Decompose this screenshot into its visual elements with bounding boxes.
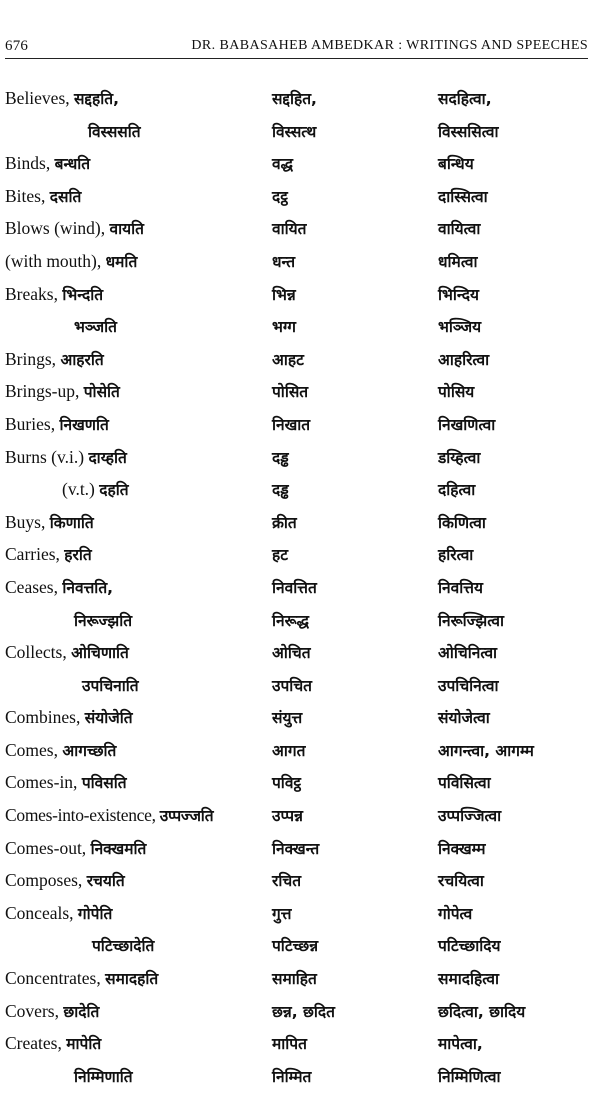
english-cell: Combines, संयोजेति: [5, 707, 133, 728]
gerund-cell: रचयित्वा: [438, 872, 484, 891]
pali-present: दाय्हति: [88, 448, 127, 467]
table-row: [0, 899, 600, 932]
gerund-cell: मापेत्वा,: [438, 1035, 483, 1054]
gerund-cell: पोसिय: [438, 383, 475, 402]
past-participle-cell: छन्न, छदित: [272, 1002, 335, 1021]
gerund-cell: भिन्दिय: [438, 285, 479, 304]
table-row: [0, 280, 600, 313]
gerund-cell: आगन्त्वा, आगम्म: [438, 741, 534, 760]
past-participle-cell: दड्ढ: [272, 481, 289, 500]
english-cell: Concentrates, समादहति: [5, 968, 159, 989]
pali-present: पोसेति: [83, 383, 120, 402]
pali-present: निक्खमति: [90, 839, 147, 858]
gerund-cell: धमित्वा: [438, 252, 478, 271]
past-participle-cell: संयुत्त: [272, 709, 303, 728]
past-participle-cell: उप्पन्न: [272, 807, 303, 826]
past-participle-cell: सद्दहित,: [272, 90, 317, 108]
gerund-cell: किणित्वा: [438, 513, 486, 532]
past-participle-cell: वद्ध: [272, 155, 294, 174]
table-row: [0, 931, 600, 964]
english-cell: Brings, आहरति: [5, 348, 104, 369]
english-cell: Bites, दसति: [5, 185, 82, 206]
pali-present: निरूज्झति: [74, 611, 133, 630]
pali-present: मापेति: [66, 1035, 102, 1054]
pali-present: दहति: [99, 481, 129, 500]
table-row: [0, 377, 600, 410]
past-participle-cell: हट: [272, 546, 289, 565]
gerund-cell: समादहित्वा: [438, 970, 499, 989]
past-participle-cell: आगत: [272, 741, 306, 760]
past-participle-cell: दट्ठ: [272, 187, 288, 206]
table-row: [0, 866, 600, 899]
table-row: [0, 1062, 600, 1095]
past-participle-cell: विस्सत्थ: [272, 122, 317, 141]
past-participle-cell: पविट्ठ: [272, 774, 302, 793]
pali-present: वायति: [109, 220, 144, 239]
table-row: [0, 964, 600, 997]
pali-present: उपचिनाति: [82, 676, 139, 695]
english-cell: Comes-out, निक्खमति: [5, 837, 147, 858]
table-row: [0, 84, 600, 117]
page-number: 676: [5, 38, 29, 54]
past-participle-cell: भग्ग: [272, 318, 296, 337]
english-cell: Composes, रचयति: [5, 870, 125, 891]
pali-present: निम्मिणाति: [74, 1067, 133, 1086]
gerund-cell: बन्धिय: [438, 155, 474, 174]
table-row: [0, 345, 600, 378]
past-participle-cell: निम्मित: [272, 1067, 312, 1086]
english-cell: Comes-in, पविसति: [5, 772, 127, 793]
gerund-cell: पटिच्छादिय: [438, 937, 501, 956]
english-cell: Conceals, गोपेति: [5, 902, 113, 923]
past-participle-cell: गुत्त: [272, 904, 292, 923]
english-cell: Comes-into-existence, उप्पज्जति: [5, 805, 214, 826]
english-cell: Blows (wind), वायति: [5, 218, 144, 239]
gerund-cell: दहित्वा: [438, 481, 476, 500]
pali-present: हरति: [64, 546, 92, 565]
page-header: [5, 30, 588, 59]
gerund-cell: दास्सित्वा: [438, 187, 488, 206]
gerund-cell: हरित्वा: [438, 546, 474, 565]
gerund-cell: उपचिनित्वा: [438, 676, 499, 695]
gerund-cell: ओचिनित्वा: [438, 644, 498, 663]
table-row: [0, 768, 600, 801]
english-cell: Brings-up, पोसेति: [5, 381, 120, 402]
past-participle-cell: निरूद्ध: [272, 611, 310, 630]
past-participle-cell: क्रीत: [272, 513, 297, 532]
pali-present: ओचिणाति: [71, 644, 129, 663]
pali-present: रचयति: [86, 872, 125, 891]
gerund-cell: भञ्जिय: [438, 318, 482, 337]
pali-present: बन्धति: [54, 155, 91, 174]
english-cell: Collects, ओचिणाति: [5, 642, 129, 663]
gerund-cell: निवत्तिय: [438, 578, 483, 597]
english-cell: Carries, हरति: [5, 544, 92, 565]
gerund-cell: वायित्वा: [438, 220, 481, 239]
table-row: [0, 475, 600, 508]
table-row: [0, 182, 600, 215]
gerund-cell: छदित्वा, छादिय: [438, 1002, 526, 1021]
table-row: [0, 117, 600, 150]
english-cell: Breaks, भिन्दति: [5, 283, 104, 304]
pali-present: उप्पज्जति: [159, 807, 214, 826]
table-row: [0, 573, 600, 606]
pali-present: धमति: [105, 252, 138, 271]
vocabulary-table: [0, 84, 600, 1094]
past-participle-cell: मापित: [272, 1035, 307, 1054]
table-row: [0, 410, 600, 443]
table-row: [0, 834, 600, 867]
table-row: [0, 443, 600, 476]
gerund-cell: संयोजेत्वा: [438, 709, 490, 728]
pali-present: भिन्दति: [62, 285, 104, 304]
gerund-cell: आहरित्वा: [438, 350, 490, 369]
table-row: [0, 540, 600, 573]
english-cell: Ceases, निवत्तति,: [5, 576, 114, 597]
table-row: [0, 703, 600, 736]
past-participle-cell: वायित: [272, 220, 307, 239]
pali-present: सद्दहति,: [74, 90, 119, 108]
gerund-cell: गोपेत्व: [438, 904, 473, 923]
gerund-cell: निरूज्झित्वा: [438, 611, 504, 630]
pali-present: निखणति: [59, 415, 109, 434]
running-title: DR. BABASAHEB AMBEDKAR : WRITINGS AND SPEECHES: [191, 38, 588, 53]
gerund-cell: निखणित्वा: [438, 415, 496, 434]
english-cell: (with mouth), धमति: [5, 250, 138, 271]
english-cell: [92, 934, 154, 956]
english-cell: Buys, किणाति: [5, 511, 94, 532]
table-row: [0, 638, 600, 671]
past-participle-cell: पोसित: [272, 383, 309, 402]
past-participle-cell: आहट: [272, 350, 304, 369]
table-row: [0, 149, 600, 182]
gerund-cell: निक्खम्म: [438, 839, 486, 858]
pali-present: पविसति: [81, 774, 127, 793]
table-row: [0, 247, 600, 280]
gerund-cell: निम्मिणित्वा: [438, 1067, 501, 1086]
table-row: [0, 1029, 600, 1062]
table-row: [0, 312, 600, 345]
gerund-cell: डय्हित्वा: [438, 448, 481, 467]
english-cell: Comes, आगच्छति: [5, 739, 117, 760]
english-cell: [74, 609, 132, 631]
pali-present: समादहति: [105, 970, 159, 989]
pali-present: दसति: [49, 187, 82, 206]
pali-present: निवत्तति,: [62, 578, 114, 597]
table-row: [0, 801, 600, 834]
past-participle-cell: दड्ढ: [272, 448, 289, 467]
table-row: [0, 508, 600, 541]
english-cell: [74, 1065, 133, 1087]
table-row: [0, 997, 600, 1030]
pali-present: आहरति: [60, 350, 104, 369]
pali-present: किणाति: [49, 513, 94, 532]
pali-present: गोपेति: [77, 904, 113, 923]
past-participle-cell: निवत्तित: [272, 578, 317, 597]
english-cell: Buries, निखणति: [5, 413, 109, 434]
past-participle-cell: भिन्न: [272, 285, 296, 304]
past-participle-cell: निखात: [272, 415, 311, 434]
past-participle-cell: धन्त: [272, 252, 296, 271]
past-participle-cell: रचित: [272, 872, 302, 891]
english-cell: Burns (v.i.) दाय्हति: [5, 446, 127, 467]
english-cell: [74, 315, 117, 337]
pali-present: आगच्छति: [62, 741, 117, 760]
past-participle-cell: पटिच्छन्न: [272, 937, 319, 956]
past-participle-cell: ओचित: [272, 644, 311, 663]
english-cell: Creates, मापेति: [5, 1033, 102, 1054]
past-participle-cell: उपचित: [272, 676, 312, 695]
table-row: [0, 606, 600, 639]
table-row: [0, 214, 600, 247]
pali-present: विस्ससति: [88, 122, 141, 141]
english-cell: Covers, छादेति: [5, 1000, 100, 1021]
pali-present: भञ्जति: [74, 318, 117, 337]
table-row: [0, 736, 600, 769]
table-row: [0, 671, 600, 704]
english-cell: Believes, सद्दहति,: [5, 88, 119, 108]
gerund-cell: विस्ससित्वा: [438, 122, 499, 141]
pali-present: संयोजेति: [84, 709, 133, 728]
english-cell: [82, 674, 139, 696]
past-participle-cell: समाहित: [272, 970, 317, 989]
english-cell: [88, 120, 141, 142]
pali-present: पटिच्छादेति: [92, 937, 155, 956]
gerund-cell: उप्पज्जित्वा: [438, 807, 502, 826]
past-participle-cell: निक्खन्त: [272, 839, 320, 858]
english-cell: (v.t.) दहति: [62, 479, 129, 500]
pali-present: छादेति: [63, 1002, 100, 1021]
english-cell: Binds, बन्धति: [5, 153, 91, 174]
gerund-cell: पविसित्वा: [438, 774, 491, 793]
gerund-cell: सदहित्वा,: [438, 90, 492, 108]
